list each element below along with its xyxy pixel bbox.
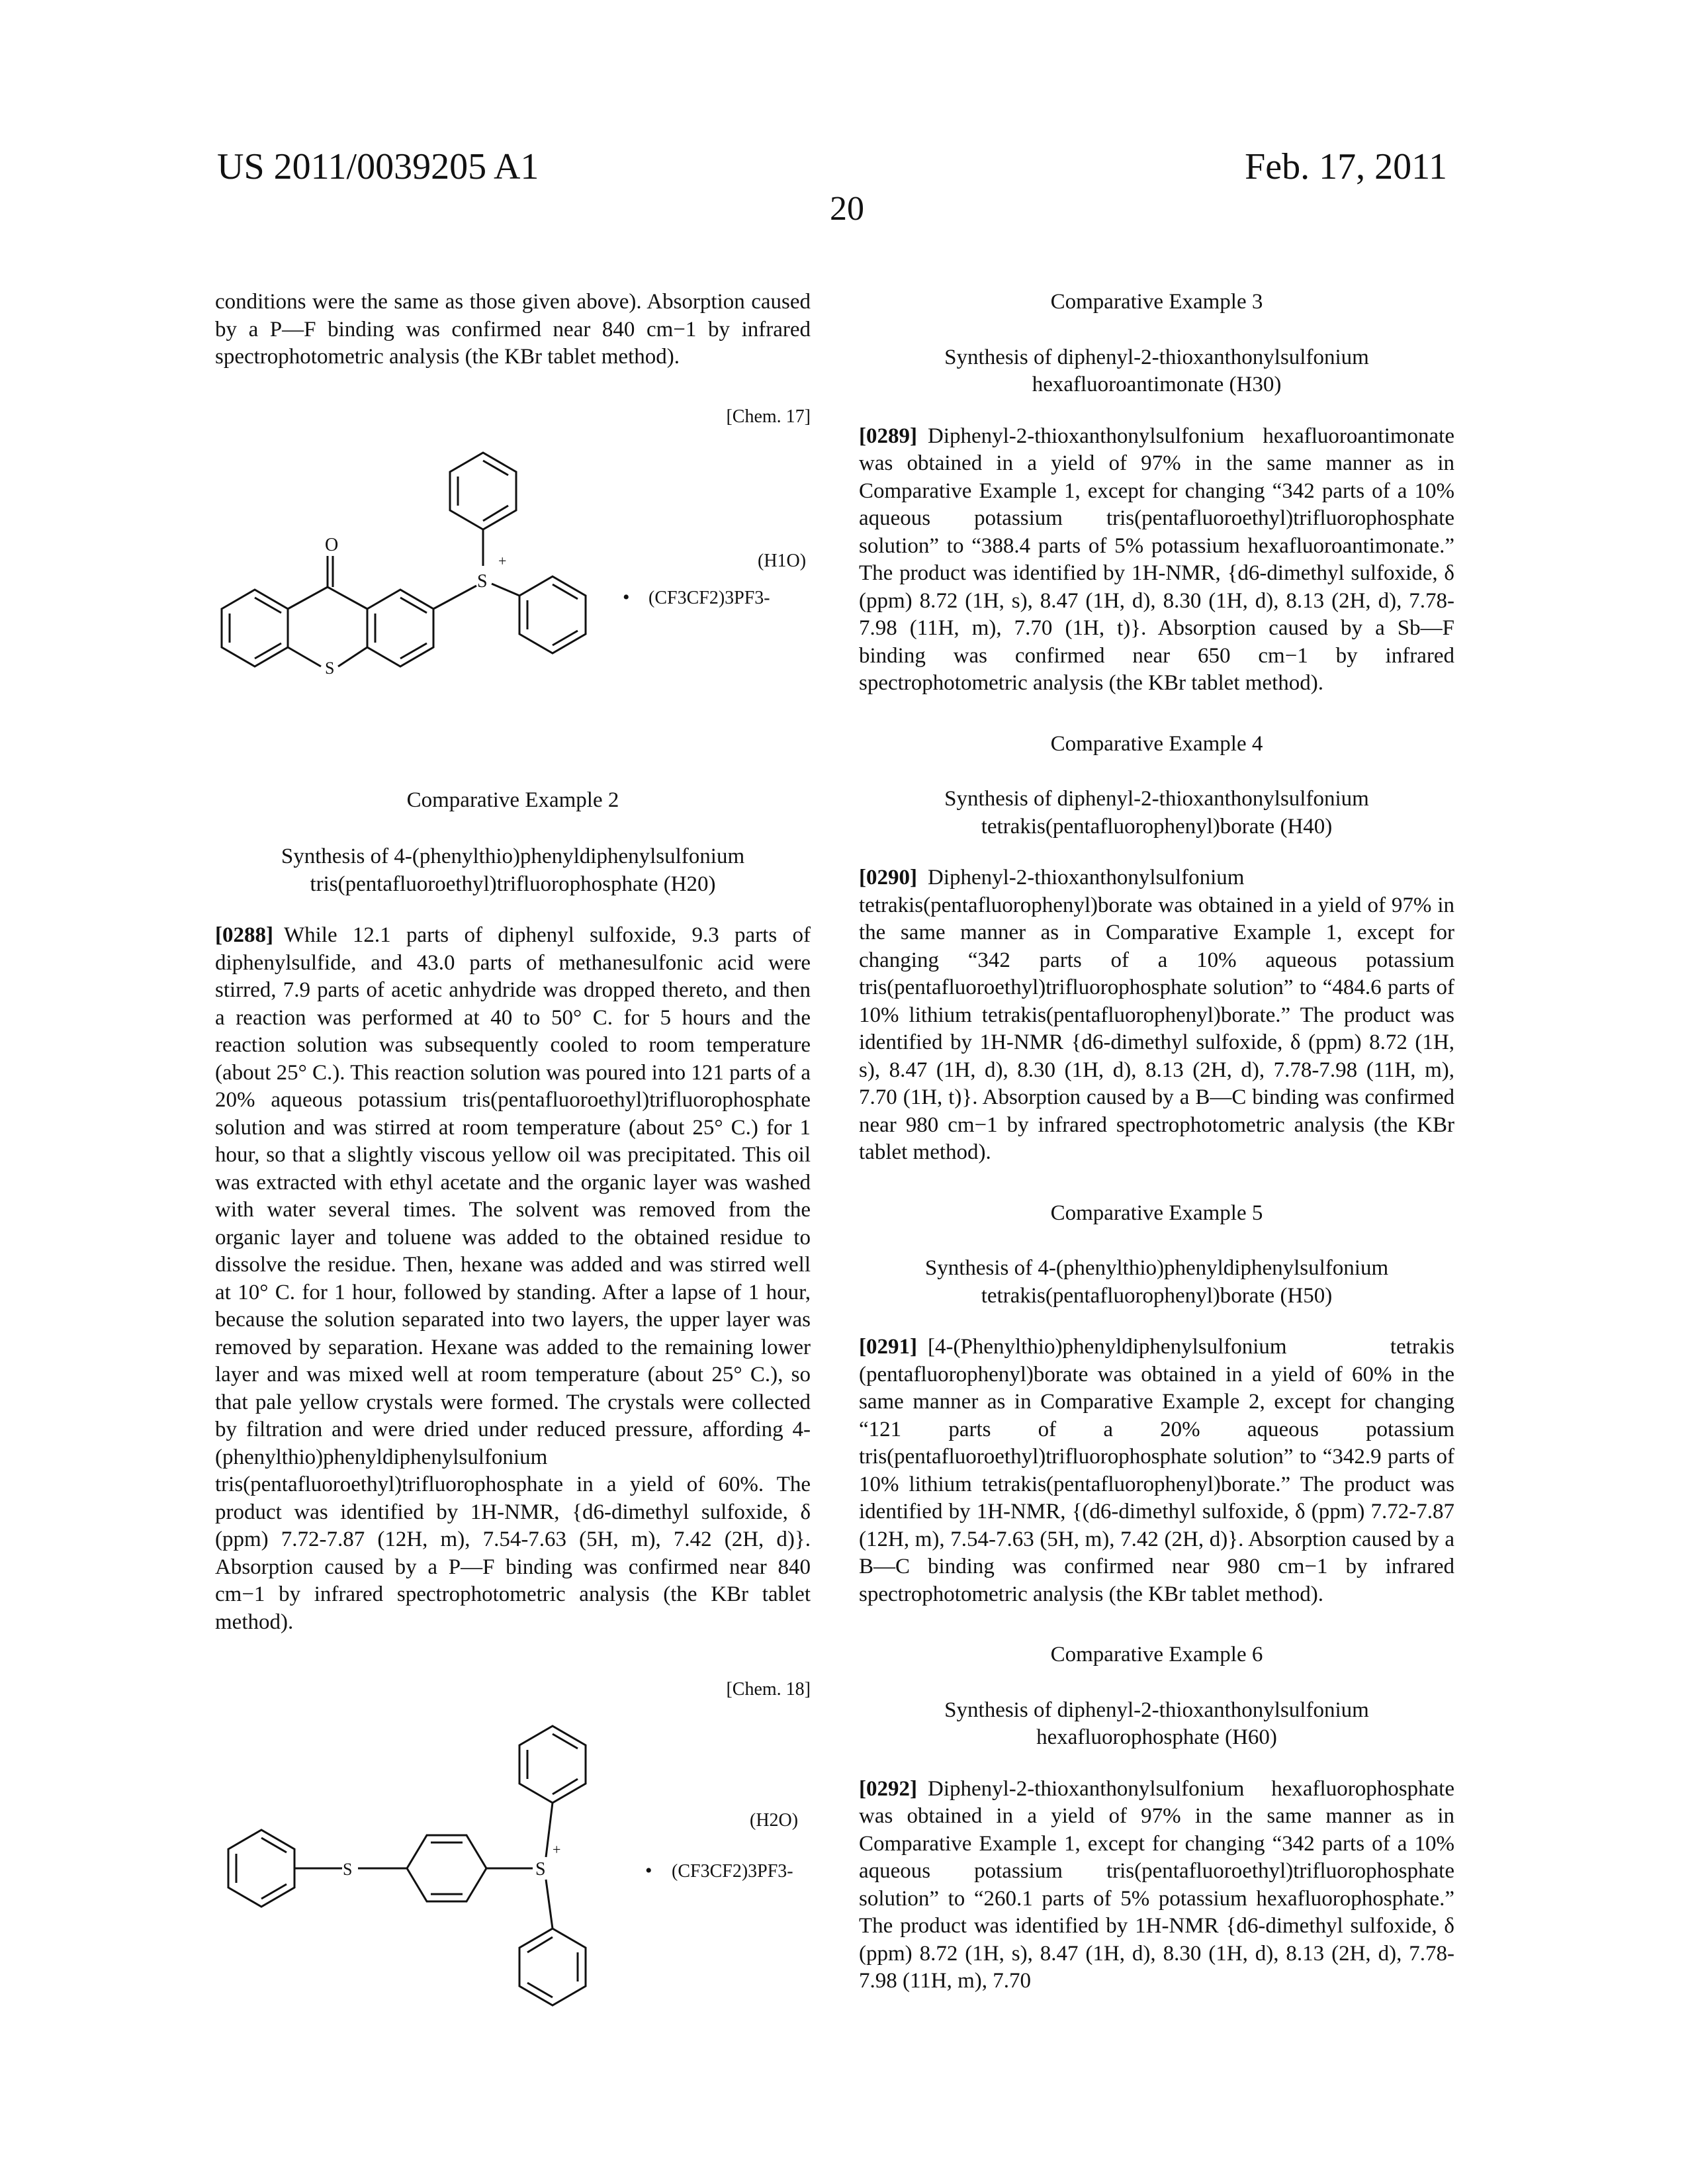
salt-dot: • <box>645 1860 652 1882</box>
ce4-title: Comparative Example 4 <box>859 731 1454 758</box>
compound-id: (H1O) <box>758 551 806 571</box>
compound-id: (H2O) <box>750 1810 798 1831</box>
left-column <box>215 289 811 2020</box>
paragraph-text: While 12.1 parts of diphenyl sulfoxide, 9.3 parts of diphenylsulfide, and 43.0 parts of methanesulfonic acid were stirred, 7.9 parts of acetic anhydride was dropped thereto, and then a reaction was performed at 40 to 50° C. for 5 hours and the reaction solution was subsequently cooled to room temperature (about 25° C.). This reaction solution was poured into 121 parts of a 20% aqueous potassium tris(pentafluoroethyl)trifluorophosphate solution and was stirred at room temperature (about 25° C.) for 1 hour, so that a slightly viscous yellow oil was precipitated. This oil was extracted with ethyl acetate and the organic layer was washed with water several times. The solvent was removed from the organic layer and toluene was added to the obtained residue to dissolve the residue. Then, hexane was added and was stirred well at 10° C. for 1 hour, followed by standing. After a lapse of 1 hour, because the solution separated into two layers, the upper layer was removed by separation. Hexane was added to the remaining lower layer and was mixed well at room temperature (about 25° C.), so that pale yellow crystals were formed. The crystals were collected by filtration and were dried under reduced pressure, affording 4-(phenylthio)phenyldiphenylsulfonium tris(pentafluoroethyl)trifluorophosphate in a yield of 60%. The product was identified by 1H-NMR, {d6-dimethyl sulfoxide, δ (ppm) 7.72-7.87 (12H, m), 7.54-7.63 (5H, m), 7.42 (2H, d)}. Absorption caused by a P—F binding was confirmed near 840 cm−1 by infrared spectrophotometric analysis (the KBr tablet method). <box>215 923 811 1634</box>
chem-18-label: [Chem. 18] <box>215 1676 811 1704</box>
paragraph-0289 <box>859 423 1454 698</box>
ce5-title: Comparative Example 5 <box>859 1200 1454 1228</box>
ce4-subtitle-2: tetrakis(pentafluorophenyl)borate (H40) <box>859 813 1454 841</box>
paragraph-text: Diphenyl-2-thioxanthonylsulfonium hexafluorophosphate was obtained in a yield of 97% in the same manner as in Comparative Example 1, except for changing “342 parts of a 10% aqueous potassium tris(pentafluoroethyl)trifluorophosphate solution” to “260.1 parts of 5% potassium hexafluorophosphate.” The product was identified by 1H-NMR {d6-dimethyl sulfoxide, δ (ppm) 8.72 (1H, s), 8.47 (1H, d), 8.30 (1H, d), 8.13 (2H, d), 7.78-7.98 (11H, m), 7.70 <box>859 1777 1454 1993</box>
para-number: [0290] <box>859 866 917 889</box>
ce6-subtitle-1: Synthesis of diphenyl-2-thioxanthonylsulfonium <box>859 1697 1454 1725</box>
ce2-subtitle-1: Synthesis of 4-(phenylthio)phenyldiphenylsulfonium <box>215 843 811 871</box>
chem-17-structure <box>215 430 811 735</box>
paragraph-text: Diphenyl-2-thioxanthonylsulfonium tetrakis(pentafluorophenyl)borate was obtained in a yield of 97% in the same manner as in Comparative Example 1, except for changing “342 parts of a 10% aqueous potassium tris(pentafluoroethyl)trifluorophosphate solution” to “484.6 parts of 10% lithium tetrakis(pentafluorophenyl)borate.” The product was identified by 1H-NMR {d6-dimethyl sulfoxide, δ (ppm) 8.72 (1H, s), 8.47 (1H, d), 8.30 (1H, d), 8.13 (2H, d), 7.78-7.98 (11H, m), 7.70 (1H, t)}. Absorption caused by a B—C binding was confirmed near 980 cm−1 by infrared spectrophotometric analysis (the KBr tablet method). <box>859 866 1454 1164</box>
sulfonium-atom: S <box>535 1859 546 1880</box>
ce3-subtitle-2: hexafluoroantimonate (H30) <box>859 371 1454 399</box>
positive-charge: + <box>553 1841 560 1858</box>
page-number: 20 <box>0 189 1694 228</box>
ce2-subtitle-2: tris(pentafluoroethyl)trifluorophosphate (H20) <box>215 871 811 899</box>
ce3-title: Comparative Example 3 <box>859 289 1454 316</box>
ce6-title: Comparative Example 6 <box>859 1641 1454 1669</box>
ce5-subtitle-2: tetrakis(pentafluorophenyl)borate (H50) <box>859 1283 1454 1310</box>
ce3-subtitle-1: Synthesis of diphenyl-2-thioxanthonylsulfonium <box>859 344 1454 372</box>
publication-date: Feb. 17, 2011 <box>1245 147 1447 187</box>
paragraph-0290 <box>859 864 1454 1167</box>
thioether-sulfur: S <box>343 1860 352 1879</box>
paragraph-0288 <box>215 922 811 1636</box>
ce2-title: Comparative Example 2 <box>215 787 811 815</box>
chem-17-label: [Chem. 17] <box>215 403 811 431</box>
paragraph-text: [4-(Phenylthio)phenyldiphenylsulfonium tetrakis (pentafluorophenyl)borate was obtained in a yield of 60% in the same manner as in Comparative Example 2, except for changing “121 parts of a 20% aqueous potassium tris(pentafluoroethyl)trifluorophosphate solution” to “342.9 parts of 10% lithium tetrakis(pentafluorophenyl)borate.” The product was identified by 1H-NMR, {(d6-dimethyl sulfoxide, δ (ppm) 7.72-7.87 (12H, m), 7.54-7.63 (5H, m), 7.42 (2H, d)}. Absorption caused by a B—C binding was confirmed near 980 cm−1 by infrared spectrophotometric analysis (the KBr tablet method). <box>859 1335 1454 1606</box>
salt-dot: • <box>623 586 630 608</box>
oxygen-atom: O <box>325 535 338 555</box>
para-number: [0291] <box>859 1335 917 1359</box>
chem-17-figure <box>215 403 811 734</box>
anion-formula: (CF3CF2)3PF3- <box>648 588 770 608</box>
paragraph-0291 <box>859 1334 1454 1608</box>
intro-paragraph: conditions were the same as those given above). Absorption caused by a P—F binding was confirmed near 840 cm−1 by infrared spectrophotometric analysis (the KBr tablet method). <box>215 289 811 371</box>
patent-number: US 2011/0039205 A1 <box>217 147 539 187</box>
paragraph-text: Diphenyl-2-thioxanthonylsulfonium hexafluoroantimonate was obtained in a yield of 97% in the same manner as in Comparative Example 1, except for changing “342 parts of a 10% aqueous potassium tris(pentafluoroethyl)trifluorophosphate solution” to “388.4 parts of 5% potassium hexafluoroantimonate.” The product was identified by 1H-NMR, {d6-dimethyl sulfoxide, δ (ppm) 8.72 (1H, s), 8.47 (1H, d), 8.30 (1H, d), 8.13 (2H, d), 7.78-7.98 (11H, m), 7.70 (1H, t)}. Absorption caused by a Sb—F binding was confirmed near 650 cm−1 by infrared spectrophotometric analysis (the KBr tablet method). <box>859 424 1454 696</box>
ce4-subtitle-1: Synthesis of diphenyl-2-thioxanthonylsulfonium <box>859 786 1454 813</box>
paragraph-0292 <box>859 1776 1454 1995</box>
para-number: [0292] <box>859 1777 917 1801</box>
chem-18-figure <box>215 1676 811 2020</box>
ce5-subtitle-1: Synthesis of 4-(phenylthio)phenyldiphenylsulfonium <box>859 1255 1454 1283</box>
chem-18-structure <box>215 1704 811 2021</box>
para-number: [0288] <box>215 923 273 947</box>
right-column <box>859 289 1454 1995</box>
anion-formula: (CF3CF2)3PF3- <box>672 1861 793 1882</box>
ring-sulfur-atom: S <box>325 659 334 678</box>
sulfonium-atom: S <box>477 571 488 592</box>
positive-charge: + <box>498 553 506 569</box>
para-number: [0289] <box>859 424 917 448</box>
ce6-subtitle-2: hexafluorophosphate (H60) <box>859 1724 1454 1752</box>
